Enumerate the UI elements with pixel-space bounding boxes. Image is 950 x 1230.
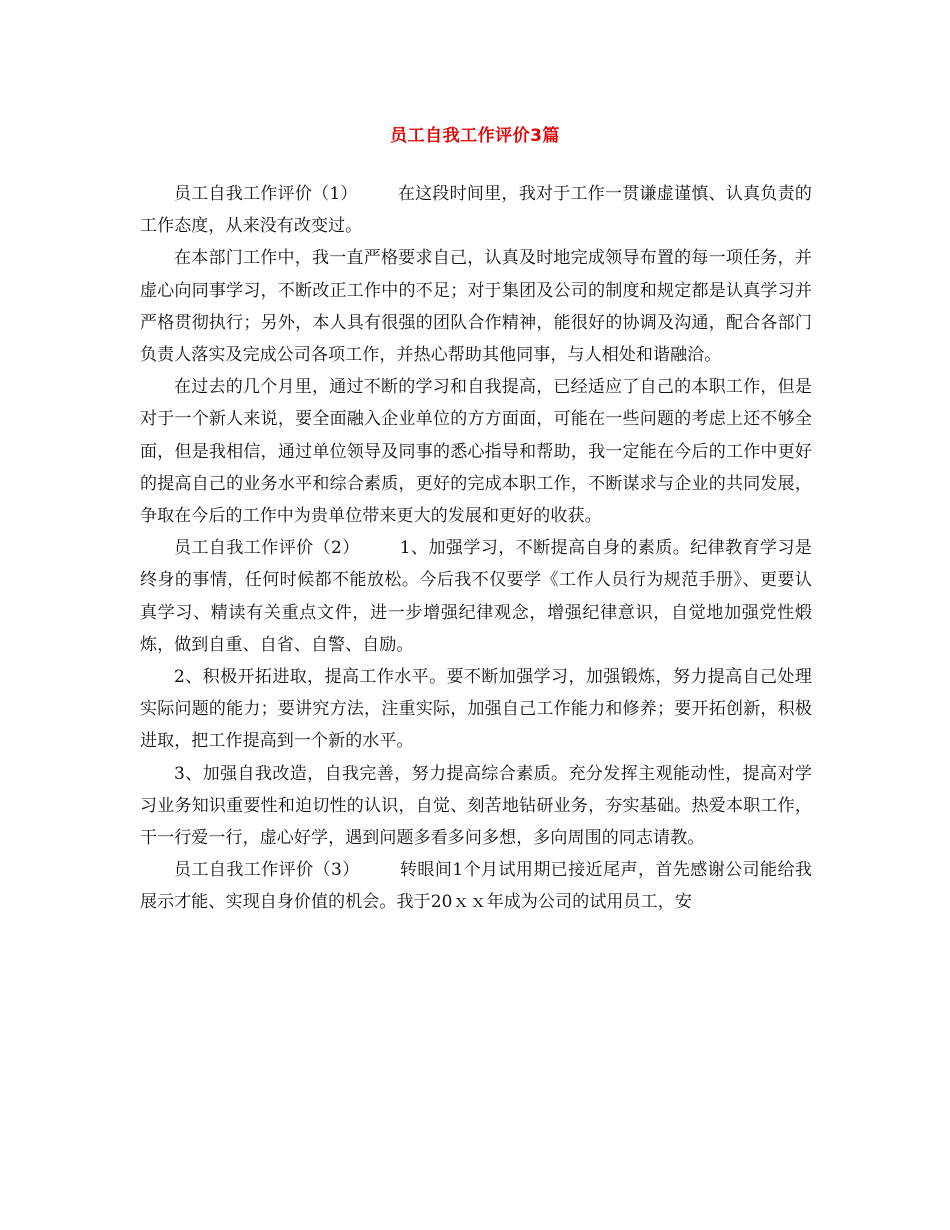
paragraph-text: 在过去的几个月里，通过不断的学习和自我提高，已经适应了自己的本职工作，但是对于一个新人来说，要全面融入企业单位的方方面面，可能在一些问题的考虑上还不够全面，但是我相信，通过单位领导及同事的悉心指导和帮助，我一定能在今后的工作中更好的提高自己的业务水平和综合素质，更好的完成本职工作，不断谋求与企业的共同发展，争取在今后的工作中为贵单位带来更大的发展和更好的收获。 [140, 377, 812, 527]
paragraph-2 [140, 242, 812, 371]
paragraph-1 [140, 178, 812, 242]
paragraph-text: 转眼间1个月试用期已接近尾声，首先感谢公司能给我展示才能、实现自身价值的机会。我于20ｘｘ年成为公司的试用员工，安 [140, 860, 813, 913]
section-heading-2: 员工自我工作评价（2） [174, 538, 360, 559]
paragraph-4 [140, 532, 812, 661]
paragraph-text: 在这段时间里，我对于工作一贯谦虚谨慎、认真负责的工作态度，从来没有改变过。 [140, 184, 812, 237]
document-body [140, 178, 812, 919]
document-title: 员工自我工作评价3篇 [390, 126, 560, 146]
paragraph-text: 2、积极开拓进取，提高工作水平。要不断加强学习，加强锻炼，努力提高自己处理实际问题的能力；要讲究方法，注重实际，加强自己工作能力和修养；要开拓创新，积极进取，把工作提高到一个新的水平。 [140, 667, 812, 752]
section-heading-3: 员工自我工作评价（3） [174, 860, 360, 881]
paragraph-6 [140, 758, 812, 855]
paragraph-5 [140, 661, 812, 758]
paragraph-text: 3、加强自我改造，自我完善，努力提高综合素质。充分发挥主观能动性，提高对学习业务知识重要性和迫切性的认识，自觉、刻苦地钻研业务，夯实基础。热爱本职工作，干一行爱一行，虚心好学，遇到问题多看多问多想，多向周围的同志请教。 [140, 763, 812, 849]
paragraph-text: 在本部门工作中，我一直严格要求自己，认真及时地完成领导布置的每一项任务，并虚心向同事学习，不断改正工作中的不足；对于集团及公司的制度和规定都是认真学习并严格贯彻执行；另外，本人具有很强的团队合作精神，能很好的协调及沟通，配合各部门负责人落实及完成公司各项工作，并热心帮助其他同事，与人相处和谐融洽。 [140, 248, 812, 366]
paragraph-7 [140, 854, 812, 918]
paragraph-text: 1、加强学习，不断提高自身的素质。纪律教育学习是终身的事情，任何时候都不能放松。今后我不仅要学《工作人员行为规范手册》、更要认真学习、精读有关重点文件，进一步增强纪律观念，增强纪律意识，自觉地加强党性煅炼，做到自重、自省、自警、自励。 [140, 538, 813, 655]
section-heading-1: 员工自我工作评价（1） [174, 184, 358, 204]
paragraph-3 [140, 371, 812, 532]
